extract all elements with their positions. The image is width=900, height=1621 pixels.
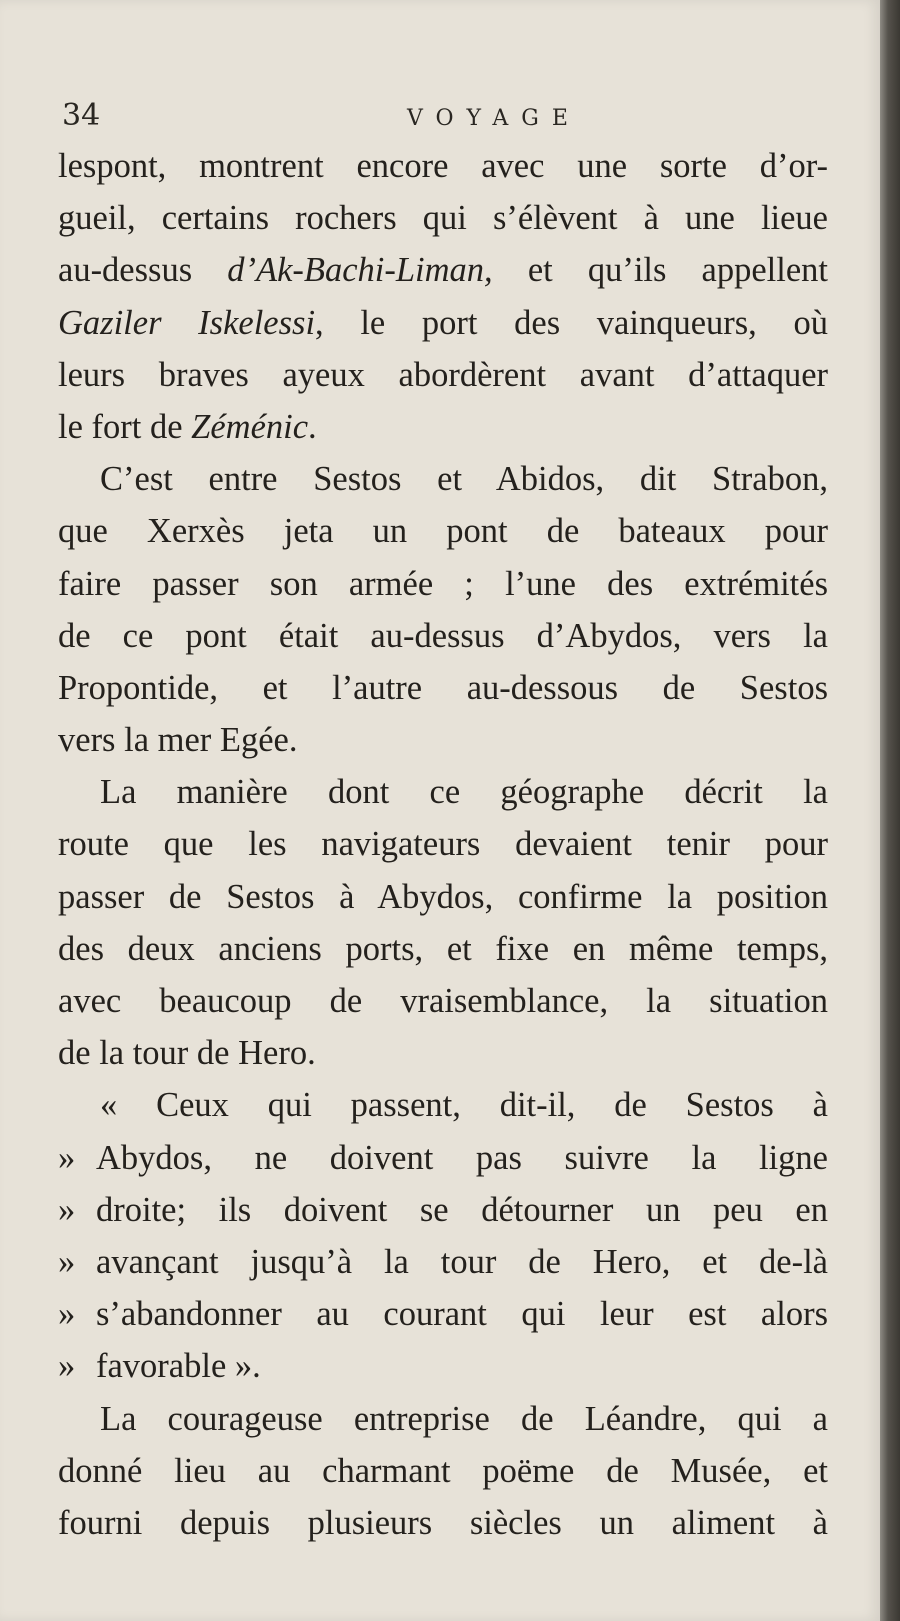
quote-text: avançant jusqu’à la tour de Hero, et de-là	[96, 1242, 828, 1281]
text-line: fourni depuis plusieurs siècles un aliment à	[58, 1503, 828, 1542]
quote-mark: »	[58, 1242, 76, 1281]
text-line	[58, 244, 828, 296]
text-line: avec beaucoup de vraisemblance, la situation	[58, 982, 828, 1020]
place-name-italic: Gaziler Iskelessi	[58, 303, 316, 342]
text-line: leurs braves ayeux abordèrent avant d’attaquer	[58, 355, 828, 394]
quote-mark: »	[58, 1347, 76, 1386]
quote-line	[58, 1132, 828, 1184]
text-line: faire passer son armée ; l’une des extrémités	[58, 564, 828, 603]
quote-line: « Ceux qui passent, dit-il, de Sestos à	[100, 1086, 828, 1125]
text-segment: au-dessus	[58, 251, 228, 290]
text-line: gueil, certains rochers qui s’élèvent à une lieue	[58, 199, 828, 238]
quote-line	[58, 1340, 828, 1392]
text-line: Propontide, et l’autre au-dessous de Sestos	[58, 668, 828, 707]
text-line	[58, 297, 828, 349]
text-line: La courageuse entreprise de Léandre, qui a	[100, 1399, 828, 1438]
quote-text: s’abandonner au courant qui leur est alors	[96, 1295, 828, 1334]
text-line: La manière dont ce géographe décrit la	[100, 773, 828, 812]
quote-mark: »	[58, 1190, 76, 1229]
text-line: que Xerxès jeta un pont de bateaux pour	[58, 512, 828, 551]
place-name-italic: Zéménic	[191, 407, 309, 446]
text-line: donné lieu au charmant poëme de Musée, et	[58, 1451, 828, 1490]
quote-mark: »	[58, 1138, 76, 1177]
place-name-italic: d’Ak-Bachi-Liman,	[227, 251, 493, 290]
text-line: des deux anciens ports, et fixe en même temps,	[58, 929, 828, 968]
text-line	[58, 401, 828, 453]
text-line: passer de Sestos à Abydos, confirme la position	[58, 877, 828, 916]
quote-line	[58, 1288, 828, 1340]
text-line: lespont, montrent encore avec une sorte d’or-	[58, 147, 828, 185]
quote-text: favorable ».	[96, 1347, 261, 1386]
quote-text: droite; ils doivent se détourner un peu en	[96, 1190, 828, 1229]
quote-text: Abydos, ne doivent pas suivre la ligne	[96, 1138, 828, 1177]
running-head: VOYAGE	[407, 106, 581, 131]
quote-line	[58, 1236, 828, 1288]
page-header	[62, 92, 852, 142]
body-text	[58, 140, 828, 1549]
text-segment: , le port des vainqueurs, où	[315, 303, 828, 342]
text-line: de la tour de Hero.	[58, 1034, 316, 1073]
text-line: vers la mer Egée.	[58, 721, 298, 760]
text-segment: et qu’ils appellent	[527, 251, 828, 290]
page-number: 34	[62, 98, 101, 133]
text-segment: le fort de	[58, 407, 192, 446]
page-edge	[880, 0, 900, 1621]
text-line: de ce pont était au-dessus d’Abydos, vers la	[58, 616, 828, 655]
text-line: route que les navigateurs devaient tenir pour	[58, 825, 828, 864]
quote-mark: »	[58, 1295, 76, 1334]
text-line: C’est entre Sestos et Abidos, dit Strabon,	[100, 460, 828, 499]
text-segment: .	[308, 407, 317, 446]
quote-line	[58, 1184, 828, 1236]
